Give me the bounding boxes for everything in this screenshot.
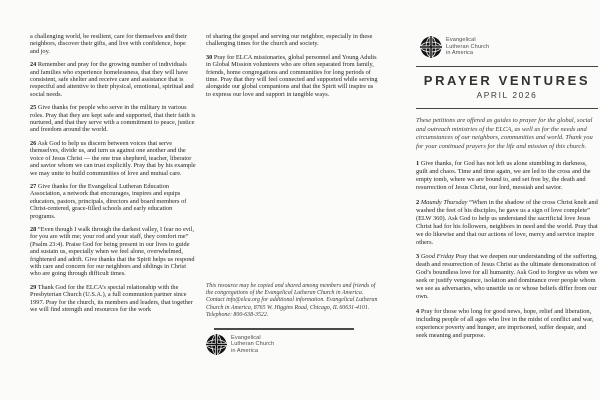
paragraph-text: “When in the shadow of the cross Christ knelt and washed the feet of his disciples, he gave us a sign of love complete” (ELW 360). Ask God to help us understand the sacrificial love Jesus Christ had for his followers, neighbors in need and the world. Pray that we do likewise and that our actions of love, mercy and service inspire others. <box>416 199 598 246</box>
paragraph <box>30 140 196 177</box>
paragraph <box>416 308 598 340</box>
paragraph <box>30 61 196 98</box>
paragraph-text: Give thanks for the Evangelical Lutheran Education Association, a network that encourages, inspires and equips educators, pastors, principals, directors and board members of Christ-centered, grace-filled schools and early education programs. <box>30 182 187 220</box>
elca-globe-cross-icon <box>420 36 442 58</box>
divider-rule <box>214 328 354 330</box>
paragraph-number: 1 <box>416 160 420 168</box>
paragraph <box>30 226 196 278</box>
paragraph <box>30 284 196 314</box>
intro-paragraph: These petitions are offered as guides to prayer for the global, social and outreach ministries of the ELCA, as well as for the needs and circumstances of our neighbors, communities and world. Thank you for your continued prayers for the life and mission of this church. <box>416 117 593 150</box>
paragraph-text: Pray for those who long for good news, hope, relief and liberation, including people of all ages who live in the midst of conflict and war, experience poverty and hunger, are imprisoned, suffer despair, and seek meaning and purpose. <box>416 307 594 339</box>
paragraph-text: “Even though I walk through the darkest valley, I fear no evil, for you are with me; your rod and your staff, they comfort me” (Psalm 23:4). Praise God for being present in our lives to guide and sustain us, especially when we feel alone, overwhelmed, frightened and adrift. Give thanks that the Spirit helps us respond with care and concern for our neighbors and siblings in Christ who are going through difficult times. <box>30 225 195 278</box>
paragraph <box>416 160 598 192</box>
elca-globe-cross-icon <box>206 334 227 355</box>
paragraph-number: 24 <box>30 61 37 69</box>
middle-text-column <box>206 33 378 393</box>
copyright-fine-print: This resource may be copied and shared among members and friends of the congregations of the Evangelical Lutheran Church in America. Contact info@elca.org for additional information. Evangelical Lutheran Church in America, 8765 W. Higgins Road, Chicago, IL 60631-4101. Telephone: 800-638-3522. <box>206 283 378 318</box>
issue-date: APRIL 2026 <box>476 90 538 100</box>
paragraph-number: 2 <box>416 199 420 206</box>
paragraph <box>416 199 598 246</box>
paragraph-number: 28 <box>30 225 37 233</box>
paragraph-text: a challenging world, be resilient, care for themselves and their neighbors, discover their gifts, and live with confidence, hope and joy. <box>30 33 187 55</box>
paragraph-text: Thank God for the ELCA’s special relationship with the Presbyterian Church (U.S.A.), a full communion partner since 1997. Pray for the church, its members and leaders, that together we will find strength and resources for the work <box>30 283 193 313</box>
paragraph <box>30 104 196 134</box>
elca-logo-block <box>206 334 378 355</box>
logo-line: Evangelical <box>446 37 476 44</box>
paragraph <box>416 253 598 300</box>
paragraph-number: 29 <box>30 283 37 291</box>
logo-line: Lutheran Church <box>446 43 490 50</box>
paragraph-number: 3 <box>416 253 420 261</box>
paragraph-number: 26 <box>30 139 37 147</box>
logo-line: Evangelical <box>231 334 261 341</box>
logo-line: in America <box>231 347 259 354</box>
paragraph-text: Give thanks for people who serve in the military in various roles. Pray that they are kept safe and supported, that their faith is nurtured, and that they serve with a commitment to peace, justice and freedom around the world. <box>30 104 196 134</box>
paragraph <box>30 183 196 220</box>
paragraph <box>206 54 378 98</box>
paragraph-text: Remember and pray for the growing number of individuals and families who experience homelessness, that they will have consistent, safe shelter and receive care and assistance that is respectful and attentive to their physical, emotional, spiritual and social needs. <box>30 61 194 98</box>
paragraph <box>206 33 378 48</box>
elca-logo-wordmark <box>231 335 274 354</box>
paragraph-text: of sharing the gospel and serving our neighbor, especially in these challenging times for the church and society. <box>206 33 373 48</box>
left-text-column <box>30 33 196 319</box>
feast-day-label: Good Friday <box>420 253 455 261</box>
paragraph-text: Give thanks, for God has not left us alone stumbling in darkness, guilt and chaos. Time and time again, we are led to the cross and the empty tomb, where we are bound to, and set free by, the death and resurrection of Jesus Christ, our lord, messiah and savior. <box>416 160 591 192</box>
paragraph-text: Pray that we deepen our understanding of the suffering, death and resurrection of Jesus Christ as the ultimate demonstration of God’s boundless love for all humanity. Ask God to forgive us when we seek or justify vengeance, isolation and dominance over people whom we see as adversaries, who unsettle us or whose beliefs differ from our own. <box>416 253 598 300</box>
paragraph-number: 25 <box>30 104 37 112</box>
paragraph <box>30 33 196 55</box>
paragraph-number: 30 <box>206 53 213 61</box>
logo-line: in America <box>446 50 474 57</box>
cover-panel <box>416 0 598 400</box>
publisher-block <box>206 283 378 355</box>
elca-logo-wordmark <box>446 37 489 56</box>
paragraph-text: Pray for ELCA missionaries, global personnel and Young Adults in Global Mission volunteers who are often separated from family, friends, home congregations and communities for long periods of time. Pray that they will feel connected and supported while serving alongside our global companions and that the Spirit will inspire us to express our love and support in tangible ways. <box>206 53 378 98</box>
prayer-entries <box>416 160 598 339</box>
paragraph-number: 27 <box>30 182 37 190</box>
elca-logo-block <box>420 36 598 58</box>
header-rule-top <box>416 66 598 67</box>
feast-day-label: Maundy Thursday <box>420 199 468 206</box>
page-title: PRAYER VENTURES <box>423 73 591 88</box>
paragraph-text: Ask God to help us discern between voices that serve themselves, divide us, and turn us against one another and the voice of Jesus Christ — the one true shepherd, teacher, liberator and savior whom we can trust explicitly. Pray that by his example we may unite to build communities of love and mutual care. <box>30 139 196 177</box>
header-rule-bottom <box>416 108 598 109</box>
paragraph-number: 4 <box>416 307 420 315</box>
middle-column-paragraphs <box>206 33 378 98</box>
logo-line: Lutheran Church <box>231 341 275 348</box>
